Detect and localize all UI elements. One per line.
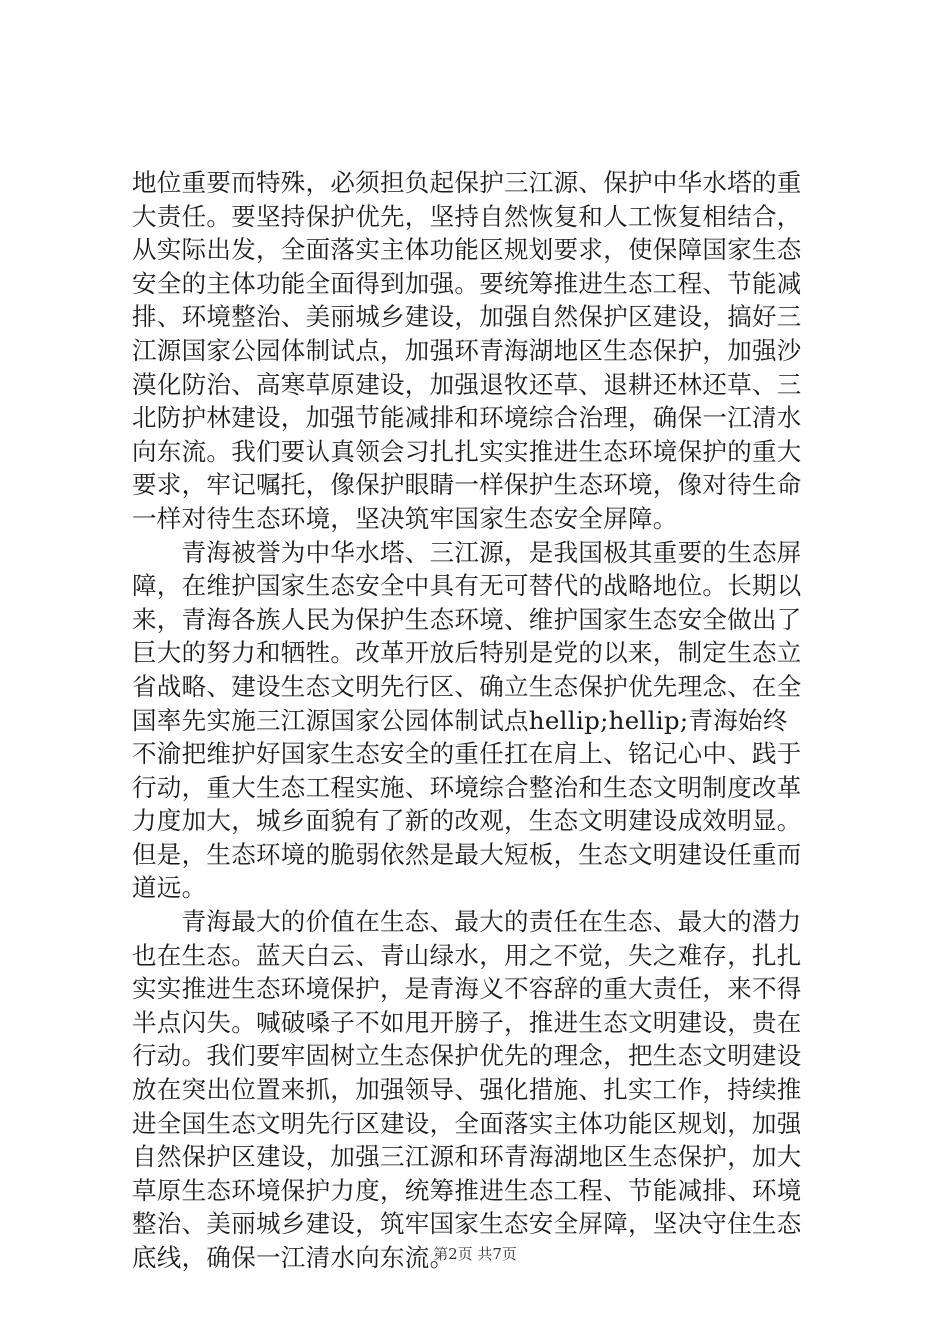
text-line: 底线，确保一江清水向东流。 [132, 1243, 455, 1272]
text-line: 不渝把维护好国家生态安全的重任扛在肩上、铭记心中、践于 [132, 739, 802, 769]
text-line: 半点闪失。喊破嗓子不如甩开膀子，推进生态文明建设，贵在 [132, 1007, 802, 1037]
text-line: 道远。 [132, 873, 207, 903]
body-text [132, 166, 832, 1275]
text-line: 江源国家公园体制试点，加强环青海湖地区生态保护，加强沙 [132, 335, 802, 365]
text-line: 放在突出位置来抓，加强领导、强化措施、扎实工作，持续推 [132, 1075, 802, 1105]
text-line: 实实推进生态环境保护，是青海义不容辞的重大责任，来不得 [132, 974, 802, 1004]
text-line: 国率先实施三江源国家公园体制试点hellip;hellip;青海始终 [132, 705, 788, 735]
text-line: 行动。我们要牢固树立生态保护优先的理念，把生态文明建设 [132, 1041, 802, 1071]
text-line: 安全的主体功能全面得到加强。要统筹推进生态工程、节能减 [132, 268, 802, 298]
text-line: 但是，生态环境的脆弱依然是最大短板，生态文明建设任重而 [132, 839, 802, 869]
text-line: 草原生态环境保护力度，统筹推进生态工程、节能减排、环境 [132, 1175, 802, 1205]
text-line: 力度加大，城乡面貌有了新的改观，生态文明建设成效明显。 [132, 806, 802, 836]
text-line: 漠化防治、高寒草原建设，加强退牧还草、退耕还林还草、三 [132, 369, 802, 399]
text-line: 要求，牢记嘱托，像保护眼睛一样保护生态环境，像对待生命 [132, 470, 802, 500]
text-line: 进全国生态文明先行区建设，全面落实主体功能区规划，加强 [132, 1108, 802, 1138]
text-line: 巨大的努力和牺牲。改革开放后特别是党的以来，制定生态立 [132, 638, 802, 668]
text-line: 大责任。要坚持保护优先，坚持自然恢复和人工恢复相结合， [132, 201, 802, 231]
text-line: 地位重要而特殊，必须担负起保护三江源、保护中华水塔的重 [132, 168, 802, 197]
text-line: 青海被誉为中华水塔、三江源，是我国极其重要的生态屏 [132, 537, 802, 567]
text-line: 整治、美丽城乡建设，筑牢国家生态安全屏障，坚决守住生态 [132, 1209, 802, 1239]
text-line: 省战略、建设生态文明先行区、确立生态保护优先理念、在全 [132, 671, 802, 701]
text-line: 自然保护区建设，加强三江源和环青海湖地区生态保护，加大 [132, 1142, 802, 1172]
text-line: 排、环境整治、美丽城乡建设，加强自然保护区建设，搞好三 [132, 302, 802, 332]
text-line: 从实际出发，全面落实主体功能区规划要求，使保障国家生态 [132, 235, 802, 265]
text-line: 障，在维护国家生态安全中具有无可替代的战略地位。长期以 [132, 571, 802, 601]
text-line: 一样对待生态环境，坚决筑牢国家生态安全屏障。 [132, 503, 678, 533]
text-line: 向东流。我们要认真领会习扎扎实实推进生态环境保护的重大 [132, 436, 802, 466]
text-line: 行动，重大生态工程实施、环境综合整治和生态文明制度改革 [132, 772, 802, 802]
text-line: 青海最大的价值在生态、最大的责任在生态、最大的潜力 [132, 907, 802, 937]
page-footer [0, 1244, 950, 1264]
text-line: 北防护林建设，加强节能减排和环境综合治理，确保一江清水 [132, 403, 802, 433]
text-line: 也在生态。蓝天白云、青山绿水，用之不觉，失之难存，扎扎 [132, 940, 802, 970]
page-indicator: 第2页 共7页 [433, 1245, 517, 1263]
text-line: 来，青海各族人民为保护生态环境、维护国家生态安全做出了 [132, 604, 802, 634]
